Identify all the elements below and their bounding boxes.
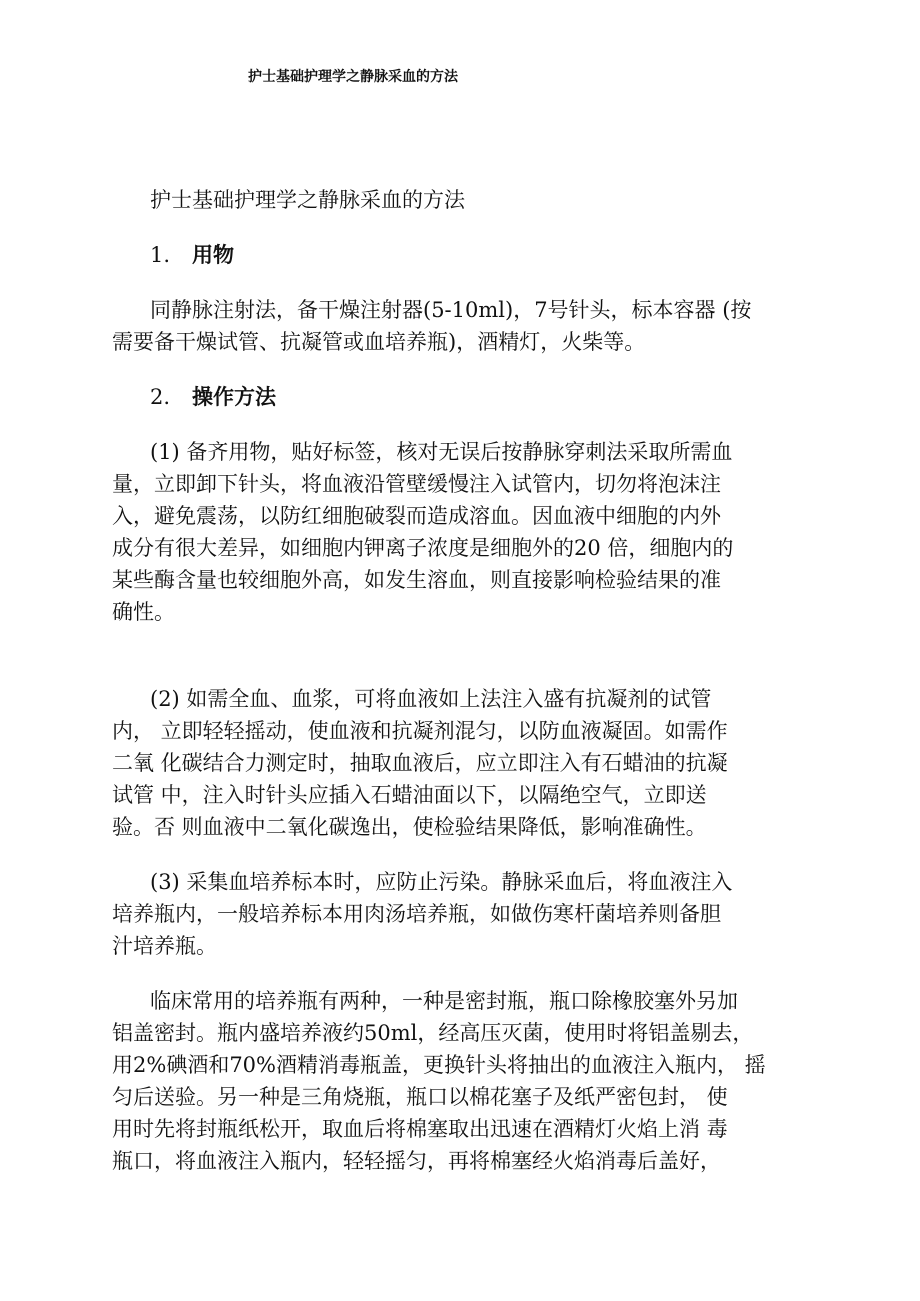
paragraph-culture-bottles (112, 985, 802, 1177)
text-line: 匀后送验。另一种是三角烧瓶，瓶口以棉花塞子及纸严密包封， 使 (112, 1085, 728, 1109)
text-line: 铝盖密封。瓶内盛培养液约50ml，经高压灭菌，使用时将铝盖剔去， (112, 1021, 754, 1045)
text-line: (2) 如需全血、血浆，可将血液如上法注入盛有抗凝剂的试管 (150, 687, 712, 711)
text-line: 成分有很大差异，如细胞内钾离子浓度是细胞外的20 倍，细胞内的 (112, 536, 734, 560)
text-line: (3) 采集血培养标本时，应防止污染。静脉采血后，将血液注入 (150, 870, 733, 894)
document-title: 护士基础护理学之静脉采血的方法 (150, 188, 465, 212)
text-line: 用时先将封瓶纸松开，取血后将棉塞取出迅速在酒精灯火焰上消 毒 (112, 1117, 728, 1141)
text-line: 验。否 则血液中二氧化碳逸出，使检验结果降低，影响准确性。 (112, 815, 707, 839)
text-line: 确性。 (112, 600, 175, 624)
text-line: 同静脉注射法，备干燥注射器(5-10ml)，7号针头，标本容器 (按 (150, 298, 752, 322)
text-line: (1) 备齐用物，贴好标签，核对无误后按静脉穿刺法采取所需血 (150, 440, 733, 464)
text-line: 需要备干燥试管、抗凝管或血培养瓶)，酒精灯，火柴等。 (112, 330, 646, 354)
text-line: 培养瓶内，一般培养标本用肉汤培养瓶，如做伤寒杆菌培养则备胆 (112, 902, 721, 926)
running-header: 护士基础护理学之静脉采血的方法 (248, 69, 458, 85)
document-body (112, 184, 802, 1200)
paragraph-step-3 (112, 866, 802, 962)
text-line: 汁培养瓶。 (112, 934, 217, 958)
paragraph-supplies (112, 294, 802, 358)
section-heading-supplies (112, 239, 802, 271)
text-line: 内， 立即轻轻摇动，使血液和抗凝剂混匀，以防血液凝固。如需作 (112, 719, 728, 743)
text-line: 瓶口，将血液注入瓶内，轻轻摇匀，再将棉塞经火焰消毒后盖好， (112, 1149, 721, 1173)
section-title: 用物 (192, 243, 234, 267)
text-line: 试管 中，注入时针头应插入石蜡油面以下，以隔绝空气，立即送 (112, 783, 707, 807)
text-line: 量，立即卸下针头，将血液沿管壁缓慢注入试管内，切勿将泡沫注 (112, 472, 721, 496)
text-line: 用2%碘酒和70%酒精消毒瓶盖，更换针头将抽出的血液注入瓶内， 摇 (112, 1053, 766, 1077)
section-heading-procedure (112, 381, 802, 413)
section-number: 1. (150, 243, 171, 267)
text-line: 某些酶含量也较细胞外高，如发生溶血，则直接影响检验结果的准 (112, 568, 721, 592)
section-number: 2. (150, 385, 171, 409)
text-line: 临床常用的培养瓶有两种，一种是密封瓶，瓶口除橡胶塞外另加 (150, 989, 738, 1013)
text-line: 入，避免震荡，以防红细胞破裂而造成溶血。因血液中细胞的内外 (112, 504, 721, 528)
paragraph-step-2 (112, 683, 802, 843)
text-line: 二氧 化碳结合力测定时，抽取血液后，应立即注入有石蜡油的抗凝 (112, 751, 728, 775)
paragraph-step-1 (112, 436, 802, 628)
section-title: 操作方法 (192, 385, 276, 409)
